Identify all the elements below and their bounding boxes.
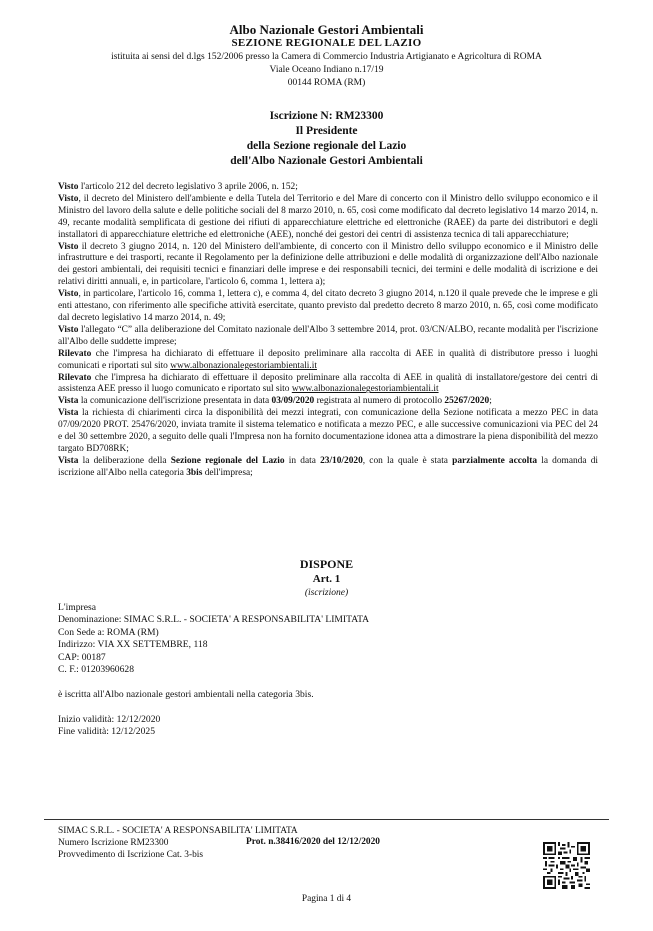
albo-link[interactable]: www.albonazionalegestoriambientali.it — [291, 384, 439, 395]
header-address-2: 00144 ROMA (RM) — [287, 78, 366, 88]
validity-start: Inizio validità: 12/12/2020 — [58, 713, 161, 725]
header-section: SEZIONE REGIONALE DEL LAZIO — [231, 37, 422, 49]
footer-protocollo: Prot. n.38416/2020 del 12/12/2020 — [246, 837, 380, 847]
albo-link[interactable]: www.albonazionalegestoriambientali.it — [170, 360, 317, 371]
preamble-paragraph: Vista la deliberazione della Sezione regionale del Lazio in data 23/10/2020, con la quale è stata parzialmente accolta la domanda di iscrizione all'Albo nella categoria 3bis dell'impresa; — [58, 455, 598, 478]
company-info — [58, 602, 598, 738]
dispone-heading: DISPONE — [299, 557, 354, 571]
preamble-paragraph: Vista la richiesta di chiarimenti circa la disponibilità dei mezzi integrati, con comunicazione della Sezione notificata a mezzo PEC in data 07/09/2020 PROT. 25476/2020, inviata tramite il sistema telematico e notificata a mezzo PEC, e alle successive comunicazioni via PEC del 24 e del 30 settembre 2020, a seguito delle quali l'Impresa non ha fornito documentazione idonea atta a dimostrare la piena disponibilità del mezzo targato BD708RK; — [58, 408, 598, 454]
qr-code-icon — [543, 842, 590, 889]
article-subheading: (iscrizione) — [304, 588, 349, 598]
company-intro: L'impresa — [58, 602, 96, 613]
preamble-paragraph: Vista la comunicazione dell'iscrizione presentata in data 03/09/2020 registrata al numero di protocollo 25267/2020; — [58, 396, 492, 407]
header-established: istituita ai sensi del d.lgs 152/2006 presso la Camera di Commercio Industria Artigianato e Agricoltura di ROMA — [111, 52, 542, 62]
registration-number: Iscrizione N: RM23300 — [269, 110, 384, 122]
header-org: Albo Nazionale Gestori Ambientali — [229, 22, 424, 37]
preamble-paragraph: Visto l'articolo 212 del decreto legislativo 3 aprile 2006, n. 152; — [58, 182, 298, 192]
preamble-paragraph: Visto, in particolare, l'articolo 16, comma 1, lettera c), e comma 4, del citato decreto 3 giugno 2014, n.120 il quale prevede che le imprese e gli enti attestano, con riferimento alle specifiche attività esercitate, quanto previsto dal predetto decreto 8 marzo 2010, n. 65, così come modificato dal decreto legislativo 14 marzo 2014, n. 49; — [58, 289, 598, 323]
footer-provvedimento: Provvedimento di Iscrizione Cat. 3-bis — [58, 850, 204, 861]
company-iscritta: è iscritta all'Albo nazionale gestori ambientali nella categoria 3bis. — [58, 688, 314, 700]
company-denominazione: Denominazione: SIMAC S.R.L. - SOCIETA' A RESPONSABILITA' LIMITATA — [58, 614, 370, 626]
title-line-2: della Sezione regionale del Lazio — [246, 140, 407, 152]
company-cf: C. F.: 01203960628 — [58, 664, 134, 676]
preamble-paragraph: Visto il decreto 3 giugno 2014, n. 120 del Ministero dell'ambiente, di concerto con il Ministro dello sviluppo economico e il Ministro delle infrastrutture e dei trasporti, recante il Regolamento per la definizione delle attribuzioni e delle modalità di organizzazione dell'Albo nazionale dei gestori ambientali, dei requisiti tecnici e finanziari delle imprese e dei responsabili tecnici, dei termini e delle modalità di iscrizione e dei relativi diritti annuali, e, in particolare, l'articolo 6, comma 1, lettera a); — [58, 241, 598, 288]
company-cap: CAP: 00187 — [58, 651, 106, 663]
preamble-paragraph: Rilevato che l'impresa ha dichiarato di effettuare il deposito preliminare alla raccolta di AEE in qualità di installatore/gestore dei centri di assistenza AEE presso il luogo comunicato e riportato sul sito www.albonazionalegestoriambientali.it — [58, 372, 598, 395]
page-number: Pagina 1 di 4 — [301, 894, 352, 904]
footer-divider — [44, 819, 609, 820]
company-sede: Con Sede a: ROMA (RM) — [58, 626, 159, 638]
title-line-3: dell'Albo Nazionale Gestori Ambientali — [230, 155, 423, 167]
header-address-1: Viale Oceano Indiano n.17/19 — [269, 65, 384, 75]
preamble-paragraph: Visto l'allegato “C” alla deliberazione del Comitato nazionale dell'Albo 3 settembre 2014, prot. 03/CN/ALBO, recante modalità per l'iscrizione all'Albo delle suddette imprese; — [58, 324, 598, 347]
preamble-paragraph: Visto, il decreto del Ministero dell'ambiente e della Tutela del Territorio e del Mare di concerto con il Ministro dello sviluppo economico e il Ministro del lavoro della salute e delle politiche sociali del 8 marzo 2010, n. 65, così come modificato dal decreto legislativo 14 marzo 2014, n. 49, recante modalità semplificata di gestione dei rifiuti di apparecchiature elettriche ed elettroniche (RAEE) da parte dei distributori e degli installatori di apparecchiature elettriche ed elettroniche (AEE), nonché dei gestori dei centri di assistenza tecnica di tali apparecchiature; — [58, 193, 598, 240]
title-line-1: Il Presidente — [295, 125, 358, 137]
company-indirizzo: Indirizzo: VIA XX SETTEMBRE, 118 — [58, 639, 208, 651]
validity-end: Fine validità: 12/12/2025 — [58, 726, 155, 738]
preamble — [58, 182, 598, 480]
preamble-paragraph: Rilevato che l'impresa ha dichiarato di effettuare il deposito preliminare alla raccolta di AEE in qualità di distributore presso i luoghi comunicati e riportati sul sito www.albonazionalegestoriambientali.it — [58, 348, 598, 371]
footer-company: SIMAC S.R.L. - SOCIETA' A RESPONSABILITA' LIMITATA — [58, 826, 298, 836]
footer-numero: Numero Iscrizione RM23300 — [58, 838, 169, 849]
article-heading: Art. 1 — [312, 573, 341, 585]
